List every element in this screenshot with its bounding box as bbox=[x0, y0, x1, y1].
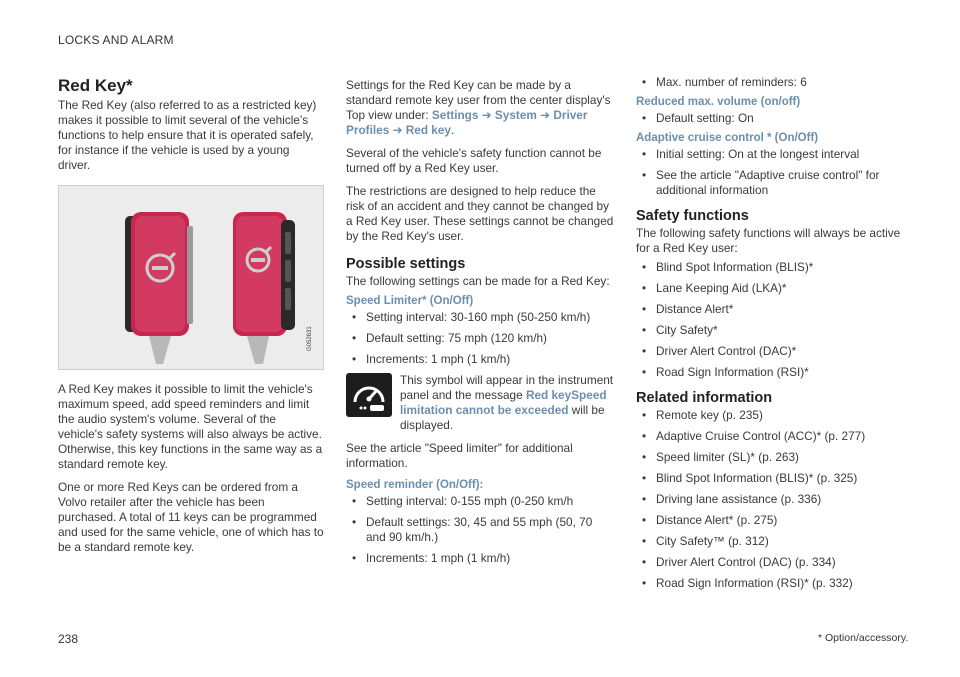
related-link[interactable]: • Speed limiter (SL)* (p. 263) bbox=[636, 450, 906, 465]
list-item: • Lane Keeping Aid (LKA)* bbox=[636, 281, 906, 296]
settings-path-intro: Settings for the Red Key can be made by a standard remote key user from the center display's Top view under: bbox=[346, 78, 611, 122]
speed-reminder-list bbox=[346, 494, 614, 566]
related-information-list bbox=[636, 408, 906, 591]
possible-settings-heading: Possible settings bbox=[346, 256, 466, 272]
arrow-right-icon: ➜ bbox=[392, 123, 403, 137]
list-item: • Setting interval: 30-160 mph (50-250 km/h) bbox=[346, 310, 614, 325]
list-item: • City Safety* bbox=[636, 323, 906, 338]
list-item: • Initial setting: On at the longest interval bbox=[636, 147, 906, 162]
section-header: LOCKS AND ALARM bbox=[58, 33, 174, 47]
speed-limiter-symbol-icon bbox=[346, 373, 392, 417]
related-link[interactable]: • Driving lane assistance (p. 336) bbox=[636, 492, 906, 507]
list-item: • Road Sign Information (RSI)* bbox=[636, 365, 906, 380]
speed-limiter-heading: Speed Limiter* (On/Off) bbox=[346, 295, 474, 307]
related-link[interactable]: • Driver Alert Control (DAC) (p. 334) bbox=[636, 555, 906, 570]
page-number: 238 bbox=[58, 632, 79, 646]
safety-paragraph: Several of the vehicle's safety function cannot be turned off by a Red Key user. bbox=[346, 146, 602, 175]
list-item: • See the article "Adaptive cruise control" for additional information bbox=[636, 168, 906, 198]
red-key-message: Red keySpeed limitation cannot be exceeded bbox=[400, 388, 607, 417]
column-middle bbox=[346, 78, 614, 572]
related-link[interactable]: • City Safety™ (p. 312) bbox=[636, 534, 906, 549]
related-link[interactable]: • Adaptive Cruise Control (ACC)* (p. 277) bbox=[636, 429, 906, 444]
path-system: System bbox=[494, 108, 537, 122]
arrow-right-icon: ➜ bbox=[481, 108, 492, 122]
red-key-illustration bbox=[59, 186, 323, 369]
column-right bbox=[636, 75, 906, 597]
speed-limiter-list bbox=[346, 310, 614, 367]
acc-list bbox=[636, 147, 906, 198]
list-item: • Driver Alert Control (DAC)* bbox=[636, 344, 906, 359]
related-information-heading: Related information bbox=[636, 390, 773, 406]
list-item: • Blind Spot Information (BLIS)* bbox=[636, 260, 906, 275]
column-left bbox=[58, 76, 324, 563]
footnote: * Option/accessory. bbox=[818, 632, 909, 644]
related-link[interactable]: • Blind Spot Information (BLIS)* (p. 325) bbox=[636, 471, 906, 486]
red-key-figure bbox=[58, 185, 324, 370]
symbol-description: This symbol will appear in the instrument panel and the message Red keySpeed limitation cannot be exceeded will be displayed. bbox=[400, 373, 614, 432]
path-end: . bbox=[450, 123, 455, 137]
related-link[interactable]: • Remote key (p. 235) bbox=[636, 408, 906, 423]
list-item: • Default setting: 75 mph (120 km/h) bbox=[346, 331, 614, 346]
list-item: • Distance Alert* bbox=[636, 302, 906, 317]
figure-code: G052631 bbox=[307, 326, 313, 351]
list-item: • Default settings: 30, 45 and 55 mph (50, 70 and 90 km/h.) bbox=[346, 515, 614, 545]
page-title: Red Key* bbox=[58, 76, 133, 95]
arrow-right-icon: ➜ bbox=[540, 108, 551, 122]
safety-functions-list bbox=[636, 260, 906, 380]
intro-paragraph: The Red Key (also referred to as a restricted key) makes it possible to limit several of the vehicle's functions to help ensure that it is operated safely, for instance if the vehicle is used by a young driver. bbox=[58, 98, 317, 172]
safety-functions-heading: Safety functions bbox=[636, 208, 749, 224]
list-item: • Increments: 1 mph (1 km/h) bbox=[346, 551, 614, 566]
list-item: • Increments: 1 mph (1 km/h) bbox=[346, 352, 614, 367]
path-driver-profiles: Driver Profiles bbox=[346, 108, 588, 137]
symbol-row bbox=[346, 373, 614, 433]
see-article-speed-limiter: See the article "Speed limiter" for additional information. bbox=[346, 441, 573, 470]
restrictions-paragraph: The restrictions are designed to help reduce the risk of an accident and they cannot be changed by a Red Key user. These settings cannot be changed by the Red Key's user. bbox=[346, 184, 614, 243]
reminders-list bbox=[636, 75, 906, 90]
list-item: • Default setting: On bbox=[636, 111, 906, 126]
settings-path-paragraph bbox=[346, 78, 614, 138]
speed-reminder-heading: Speed reminder (On/Off): bbox=[346, 479, 484, 491]
body-paragraph-1: A Red Key makes it possible to limit the vehicle's maximum speed, add speed reminders and limit the audio system's volume. Several of the vehicle's safety systems will also always be active. Otherwise, this key functions in the same way as a standard remote key. bbox=[58, 382, 323, 471]
body-paragraph-2: One or more Red Keys can be ordered from a Volvo retailer after the vehicle has been purchased. A total of 11 keys can be programmed and used for the same vehicle, one of which has to be a standard remote key. bbox=[58, 480, 324, 554]
related-link[interactable]: • Distance Alert* (p. 275) bbox=[636, 513, 906, 528]
reduced-volume-heading: Reduced max. volume (on/off) bbox=[636, 96, 801, 108]
related-link[interactable]: • Road Sign Information (RSI)* (p. 332) bbox=[636, 576, 906, 591]
possible-settings-intro: The following settings can be made for a Red Key: bbox=[346, 274, 610, 288]
list-item: • Max. number of reminders: 6 bbox=[636, 75, 906, 90]
path-settings: Settings bbox=[431, 108, 479, 122]
safety-functions-intro: The following safety functions will always be active for a Red Key user: bbox=[636, 226, 901, 255]
list-item: • Setting interval: 0-155 mph (0-250 km/h bbox=[346, 494, 614, 509]
acc-heading: Adaptive cruise control * (On/Off) bbox=[636, 132, 819, 144]
volume-list bbox=[636, 111, 906, 126]
path-red-key: Red key bbox=[405, 123, 451, 137]
